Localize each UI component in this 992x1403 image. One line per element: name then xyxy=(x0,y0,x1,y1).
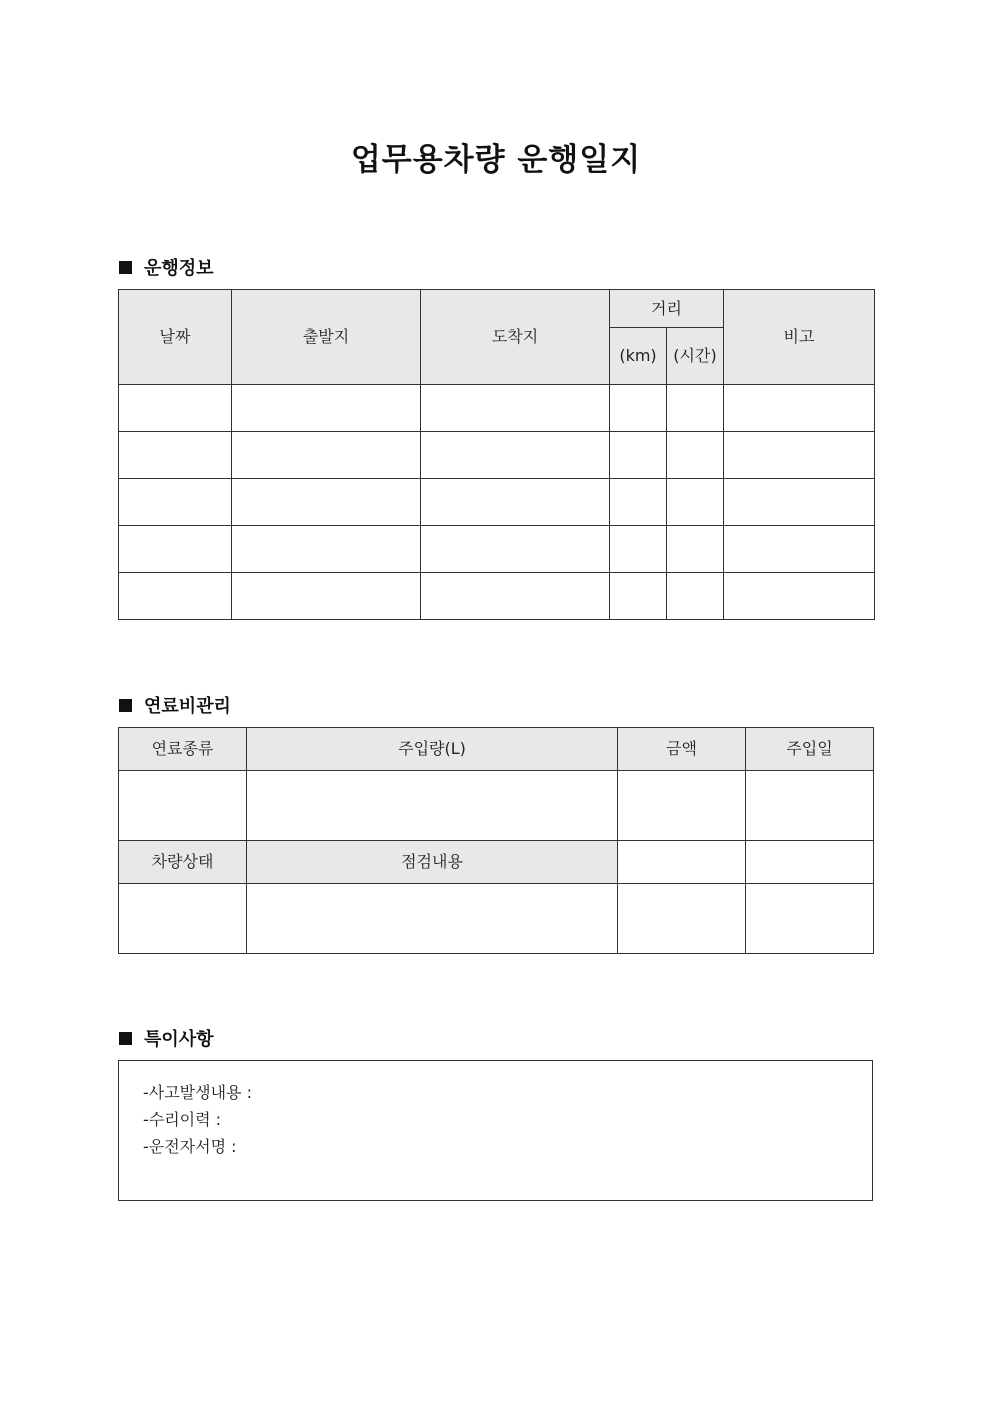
driving-log-table xyxy=(118,289,875,620)
cell-departure[interactable] xyxy=(232,385,421,432)
cell-arrival[interactable] xyxy=(421,526,610,573)
cell-blank[interactable] xyxy=(618,841,746,884)
cell-time[interactable] xyxy=(667,573,724,620)
cell-arrival[interactable] xyxy=(421,385,610,432)
table-row xyxy=(119,573,875,620)
table-row xyxy=(119,771,874,841)
cell-extra[interactable] xyxy=(746,884,874,954)
cell-time[interactable] xyxy=(667,432,724,479)
notes-box[interactable] xyxy=(118,1060,873,1201)
cell-date[interactable] xyxy=(119,479,232,526)
cell-km[interactable] xyxy=(610,432,667,479)
fuel-cost-table xyxy=(118,727,874,954)
page-title: 업무용차량 운행일지 xyxy=(350,142,642,178)
header-refuel-date: 주입일 xyxy=(746,728,874,771)
square-bullet-icon xyxy=(119,261,132,274)
section-heading-notes xyxy=(119,1025,214,1051)
cell-extra[interactable] xyxy=(618,884,746,954)
header-remarks: 비고 xyxy=(724,290,875,385)
cell-remarks[interactable] xyxy=(724,573,875,620)
note-accident: -사고발생내용 : xyxy=(143,1083,252,1102)
cell-amount[interactable] xyxy=(247,771,618,841)
cell-remarks[interactable] xyxy=(724,526,875,573)
cell-time[interactable] xyxy=(667,385,724,432)
table-row xyxy=(119,884,874,954)
cell-date[interactable] xyxy=(119,526,232,573)
cell-remarks[interactable] xyxy=(724,385,875,432)
cell-km[interactable] xyxy=(610,479,667,526)
cell-departure[interactable] xyxy=(232,526,421,573)
table-row xyxy=(119,385,875,432)
section-title: 운행정보 xyxy=(144,258,214,279)
cell-departure[interactable] xyxy=(232,432,421,479)
header-distance: 거리 xyxy=(610,290,724,328)
cell-date[interactable] xyxy=(119,573,232,620)
section-heading-fuel xyxy=(119,692,231,718)
cell-arrival[interactable] xyxy=(421,573,610,620)
header-date: 날짜 xyxy=(119,290,232,385)
cell-km[interactable] xyxy=(610,385,667,432)
table-row xyxy=(119,479,875,526)
square-bullet-icon xyxy=(119,699,132,712)
cell-km[interactable] xyxy=(610,573,667,620)
section-title: 특이사항 xyxy=(144,1029,214,1050)
cell-arrival[interactable] xyxy=(421,432,610,479)
header-time: (시간) xyxy=(667,328,724,385)
section-heading-driving xyxy=(119,254,214,280)
cell-fuel-type[interactable] xyxy=(119,771,247,841)
cell-km[interactable] xyxy=(610,526,667,573)
table-row xyxy=(119,432,875,479)
cell-date[interactable] xyxy=(119,432,232,479)
header-km: (km) xyxy=(610,328,667,385)
header-inspection: 점검내용 xyxy=(247,841,618,884)
header-departure: 출발지 xyxy=(232,290,421,385)
cell-vehicle-status[interactable] xyxy=(119,884,247,954)
cell-date[interactable] xyxy=(119,385,232,432)
header-fuel-type: 연료종류 xyxy=(119,728,247,771)
cell-time[interactable] xyxy=(667,526,724,573)
table-row xyxy=(119,526,875,573)
cell-blank[interactable] xyxy=(746,841,874,884)
cell-arrival[interactable] xyxy=(421,479,610,526)
section-title: 연료비관리 xyxy=(144,696,231,717)
header-arrival: 도착지 xyxy=(421,290,610,385)
cell-departure[interactable] xyxy=(232,573,421,620)
cell-refuel-date[interactable] xyxy=(746,771,874,841)
header-price: 금액 xyxy=(618,728,746,771)
cell-inspection[interactable] xyxy=(247,884,618,954)
cell-departure[interactable] xyxy=(232,479,421,526)
cell-remarks[interactable] xyxy=(724,479,875,526)
cell-time[interactable] xyxy=(667,479,724,526)
header-amount: 주입량(L) xyxy=(247,728,618,771)
square-bullet-icon xyxy=(119,1032,132,1045)
note-repair-history: -수리이력 : xyxy=(143,1110,222,1129)
cell-remarks[interactable] xyxy=(724,432,875,479)
note-driver-signature: -운전자서명 : xyxy=(143,1137,237,1156)
cell-price[interactable] xyxy=(618,771,746,841)
header-vehicle-status: 차량상태 xyxy=(119,841,247,884)
